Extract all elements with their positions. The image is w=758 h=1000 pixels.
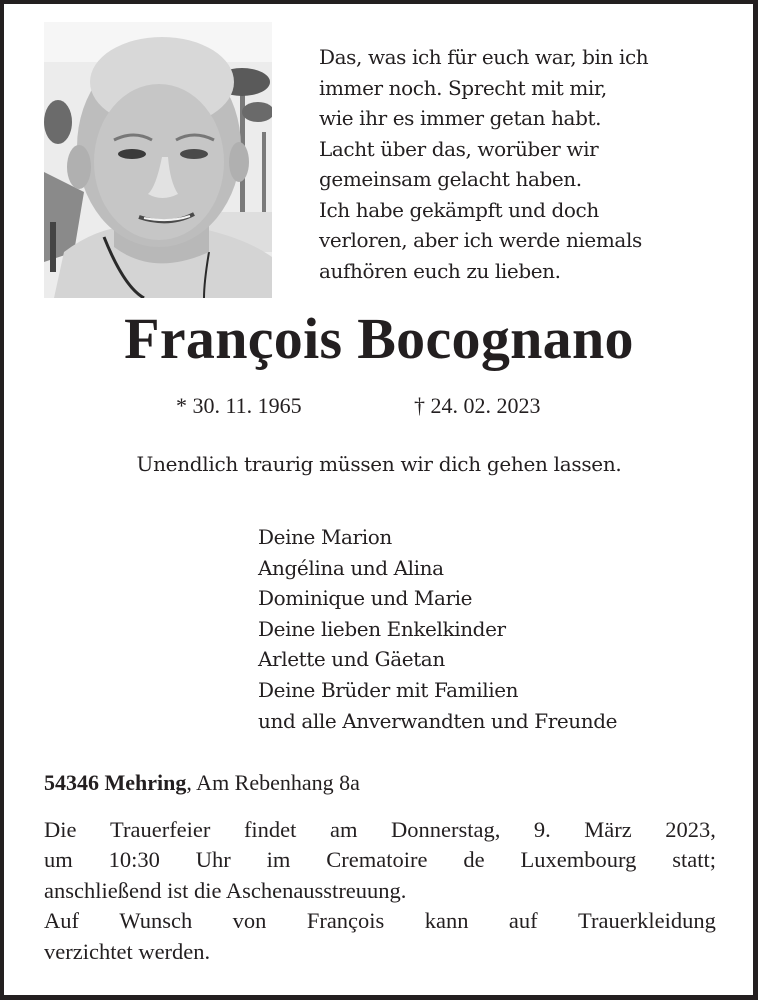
info-line-justified [44, 845, 716, 875]
address-street: , Am Rebenhang 8a [186, 770, 360, 795]
birth-date: * 30. 11. 1965 [176, 393, 302, 418]
poem-line: Ich habe gekämpft und doch [319, 197, 599, 222]
info-word: Die [44, 817, 77, 842]
info-word: Trauerfeier [110, 817, 211, 842]
mourner-entry: Deine Brüder mit Familien [258, 677, 519, 702]
family-address [44, 770, 360, 796]
info-word: am [329, 817, 358, 842]
death-date: † 24. 02. 2023 [414, 393, 541, 418]
deceased-name: François Bocognano [124, 306, 634, 371]
address-place: 54346 Mehring [44, 770, 187, 795]
mourner-entry: Dominique und Marie [258, 586, 473, 611]
info-word: auf [508, 908, 538, 934]
poem-line: wie ihr es immer getan habt. [319, 106, 602, 130]
info-word: von [232, 908, 267, 934]
mourner-entry: Angélina und Alina [258, 555, 444, 580]
ceremony-info [44, 815, 716, 967]
info-word: 10:30 [108, 847, 160, 873]
info-word: de [463, 847, 485, 873]
info-word: kann [424, 908, 469, 934]
info-word: März [584, 817, 632, 842]
info-word: Crematoire [326, 847, 428, 873]
farewell-line: Unendlich traurig müssen wir dich gehen lassen. [136, 452, 622, 476]
info-word: Wunsch [119, 908, 193, 934]
info-word: statt; [672, 847, 716, 873]
info-word: Auf [44, 908, 79, 934]
info-word: um [44, 847, 73, 873]
info-word: Luxembourg [520, 847, 637, 873]
poem-quote [319, 42, 648, 286]
info-word: Donnerstag, [390, 817, 501, 842]
poem-line: immer noch. Sprecht mit mir, [319, 75, 607, 100]
info-word: 9. [533, 817, 551, 842]
info-line-justified [44, 906, 716, 936]
mourner-entry: Deine lieben Enkelkinder [258, 616, 506, 641]
info-line: anschließend ist die Aschenausstreuung. [44, 877, 407, 903]
mourner-entry: Arlette und Gäetan [258, 647, 445, 672]
portrait-image [44, 22, 272, 298]
info-line: verzichtet werden. [44, 938, 211, 964]
info-line-justified [44, 815, 716, 845]
poem-line: Lacht über das, worüber wir [319, 136, 599, 161]
portrait-photo [44, 22, 272, 298]
info-word: findet [243, 817, 297, 842]
info-word: im [266, 847, 291, 873]
poem-line: Das, was ich für euch war, bin ich [319, 45, 649, 69]
poem-line: gemeinsam gelacht haben. [319, 167, 582, 191]
info-word: 2023, [665, 817, 716, 842]
info-word: Uhr [195, 847, 231, 873]
poem-line: verloren, aber ich werde niemals [319, 228, 642, 252]
mourner-entry: Deine Marion [258, 525, 392, 549]
info-word: Trauerkleidung [578, 908, 716, 934]
info-word: François [306, 908, 385, 934]
poem-line: aufhören euch zu lieben. [319, 258, 561, 283]
mourners-list [258, 522, 617, 736]
mourner-entry: und alle Anverwandten und Freunde [258, 708, 618, 733]
